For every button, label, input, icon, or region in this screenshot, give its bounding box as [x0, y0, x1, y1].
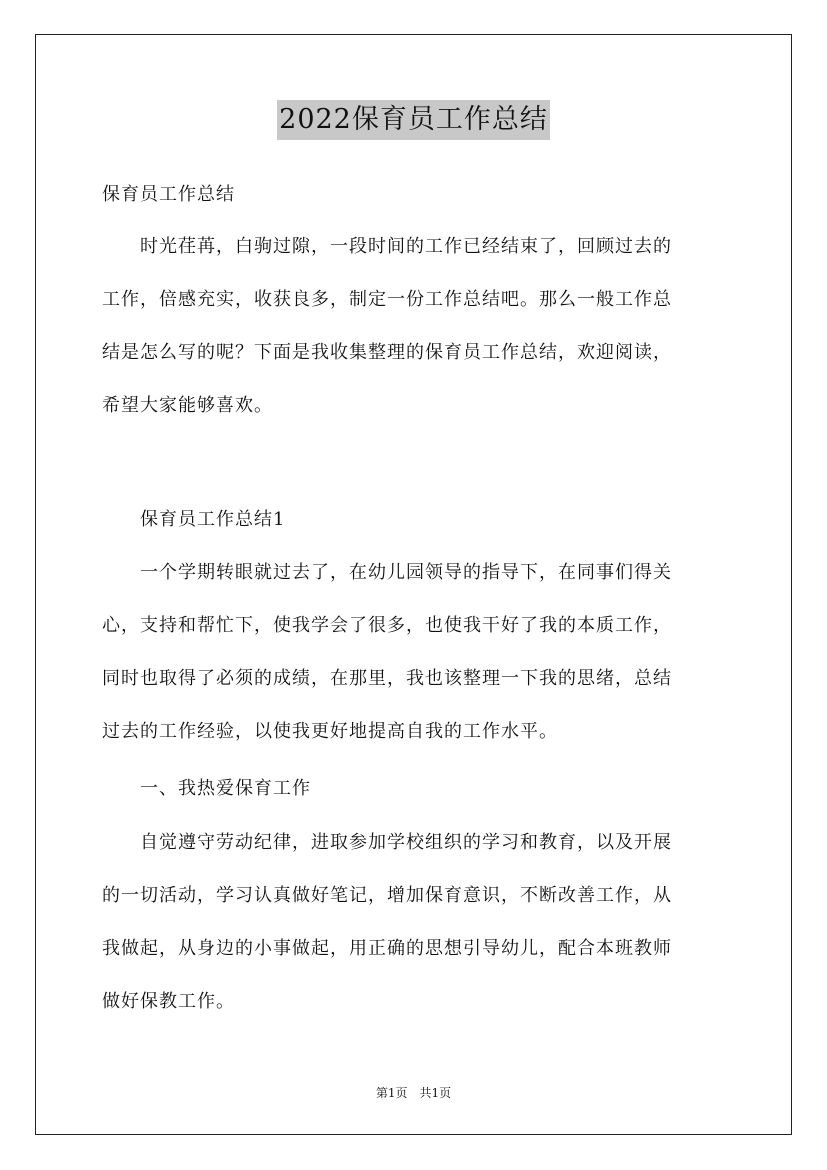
document-subtitle: 保育员工作总结: [102, 184, 235, 205]
paragraph-line: 同时也取得了必须的成绩，在那里，我也该整理一下我的思绪，总结: [102, 668, 672, 689]
paragraph-line: 做好保教工作。: [102, 991, 235, 1012]
body-paragraph: [102, 816, 726, 1028]
section-heading: 保育员工作总结1: [102, 509, 286, 530]
paragraph-line: 希望大家能够喜欢。: [102, 395, 273, 416]
intro-paragraph: [102, 220, 726, 432]
paragraph-line: 一个学期转眼就过去了，在幼儿园领导的指导下，在同事们得关: [102, 562, 672, 583]
title-container: [0, 100, 827, 140]
document-title: 2022保育员工作总结: [277, 100, 550, 140]
paragraph-line: 我做起，从身边的小事做起，用正确的思想引导幼儿，配合本班教师: [102, 938, 672, 959]
paragraph-line: 的一切活动，学习认真做好笔记，增加保育意识，不断改善工作，从: [102, 885, 672, 906]
paragraph-line: 过去的工作经验，以使我更好地提高自我的工作水平。: [102, 721, 558, 742]
paragraph-line: 结是怎么写的呢？下面是我收集整理的保育员工作总结，欢迎阅读，: [102, 342, 672, 363]
section-paragraph: [102, 546, 726, 758]
paragraph-line: 工作，倍感充实，收获良多，制定一份工作总结吧。那么一般工作总: [102, 289, 672, 310]
paragraph-line: 时光荏苒，白驹过隙，一段时间的工作已经结束了，回顾过去的: [102, 236, 672, 257]
paragraph-line: 自觉遵守劳动纪律，进取参加学校组织的学习和教育，以及开展: [102, 832, 672, 853]
page-number-footer: 第1页 共1页: [375, 1086, 452, 1100]
paragraph-line: 心，支持和帮忙下，使我学会了很多，也使我干好了我的本质工作，: [102, 615, 672, 636]
sub-heading: 一、我热爱保育工作: [102, 778, 311, 799]
